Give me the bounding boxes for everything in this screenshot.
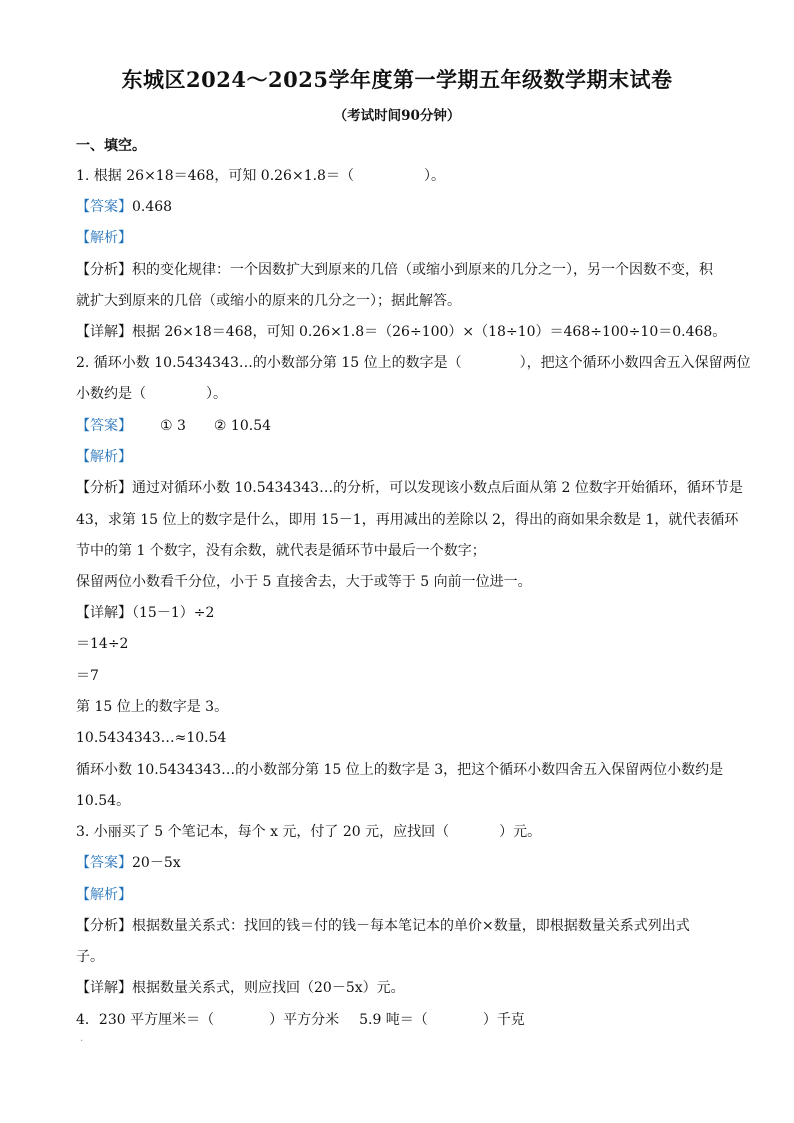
question-3-fenxi-cont: 子。 <box>76 949 104 965</box>
question-2-fenxi-2: 43，求第 15 位上的数字是什么，即用 15－1，再用减出的差除以 2，得出的商如果余数是 1，就代表循环 <box>76 512 739 528</box>
question-3-fenxi: 【分析】根据数量关系式：找回的钱＝付的钱－每本笔记本的单价×数量，即根据数量关系式列出式 <box>76 918 690 934</box>
question-2-detail-7: 10.54。 <box>76 793 131 809</box>
exam-duration: （考试时间90分钟） <box>333 108 461 124</box>
question-2-detail-4: 第 15 位上的数字是 3。 <box>76 699 229 715</box>
question-2-fenxi-4: 保留两位小数看千分位，小于 5 直接舍去，大于或等于 5 向前一位进一。 <box>76 574 532 590</box>
question-3-answer: 【答案】20－5x <box>76 855 181 871</box>
question-2-stem: 2. 循环小数 10.5434343…的小数部分第 15 位上的数字是（ ），把这个循环小数四舍五入保留两位 <box>76 355 751 371</box>
question-1-analysis-label: 【解析】 <box>76 230 132 246</box>
question-1-stem: 1. 根据 26×18＝468，可知 0.26×1.8＝（ ）。 <box>76 168 445 184</box>
question-2-detail-2: ＝14÷2 <box>76 636 129 652</box>
question-4-stem: 4．230 平方厘米＝（ ）平方分米 5.9 吨＝（ ）千克 <box>76 1012 525 1028</box>
question-3-stem: 3. 小丽买了 5 个笔记本，每个 x 元，付了 20 元，应找回（ ）元。 <box>76 824 542 840</box>
question-3-analysis-label: 【解析】 <box>76 887 132 903</box>
question-2-fenxi-3: 节中的第 1 个数字，没有余数，就代表是循环节中最后一个数字； <box>76 543 486 559</box>
question-2-detail: 【详解】（15－1）÷2 <box>76 605 215 621</box>
question-2-detail-3: ＝7 <box>76 668 99 684</box>
question-1-answer: 【答案】0.468 <box>76 199 173 215</box>
question-2-stem-cont: 小数约是（ ）。 <box>76 386 227 402</box>
question-1-fenxi-cont: 就扩大到原来的几倍（或缩小的原来的几分之一）；据此解答。 <box>76 293 461 309</box>
question-2-analysis-label: 【解析】 <box>76 449 132 465</box>
question-1-fenxi: 【分析】积的变化规律：一个因数扩大到原来的几倍（或缩小到原来的几分之一），另一个因数不变，积 <box>76 262 713 278</box>
question-2-answer: 【答案】 ① 3 ② 10.54 <box>76 418 272 434</box>
page-title: 东城区2024～2025学年度第一学期五年级数学期末试卷 <box>121 67 673 92</box>
stray-mark: · <box>80 1036 84 1047</box>
question-2-fenxi: 【分析】通过对循环小数 10.5434343…的分析，可以发现该小数点后面从第 2 位数字开始循环，循环节是 <box>76 480 743 496</box>
question-2-detail-6: 循环小数 10.5434343…的小数部分第 15 位上的数字是 3，把这个循环小数四舍五入保留两位小数约是 <box>76 762 724 778</box>
section-heading: 一、填空。 <box>76 138 146 154</box>
question-2-detail-5: 10.5434343…≈10.54 <box>76 730 227 746</box>
question-1-detail: 【详解】根据 26×18＝468，可知 0.26×1.8＝（26÷100）×（18÷10）＝468÷100÷10＝0.468。 <box>76 324 727 340</box>
question-3-detail: 【详解】根据数量关系式，则应找回（20－5x）元。 <box>76 980 405 996</box>
